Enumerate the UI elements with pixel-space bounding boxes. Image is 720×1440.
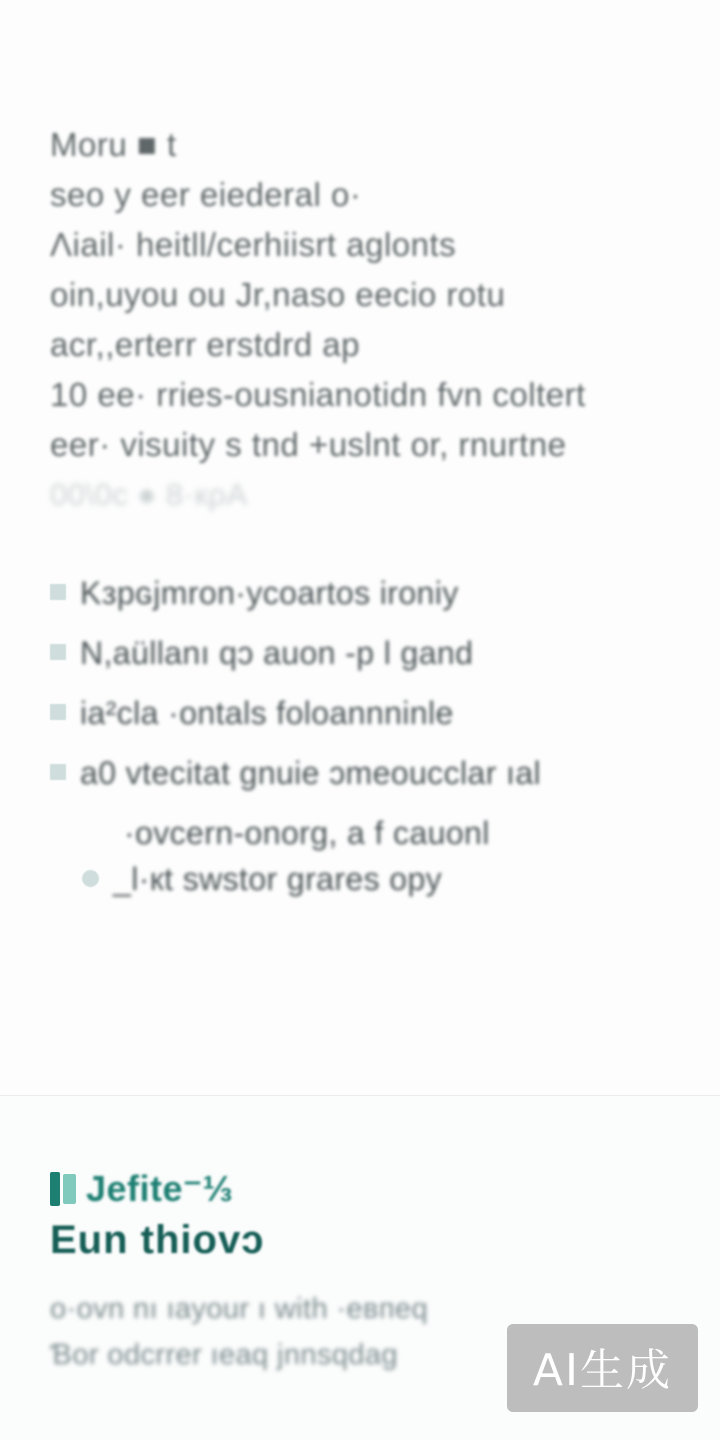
- list-item: [50, 690, 690, 736]
- paragraph-line: acr,,erterr erstdrd ap: [50, 326, 360, 363]
- dot-bullet-icon: [82, 870, 99, 887]
- square-bullet-icon: [50, 644, 66, 660]
- list-item-label: a0 vtecitat gnuie ɔmeoucclar ıal: [80, 755, 542, 791]
- paragraph-line: Λiail· heitll/cerhiisrt aglonts: [50, 226, 457, 263]
- square-bullet-icon: [50, 764, 66, 780]
- square-bullet-icon: [50, 584, 66, 600]
- footer-title: Eun thiovɔ: [50, 1218, 265, 1262]
- list-item-label: Kзpɢjmron·ycoartos ironiy: [80, 575, 459, 611]
- paragraph-line: 10 ee· rries-ousnianotidn fvn coltert: [50, 376, 586, 413]
- ai-watermark: AI生成: [507, 1324, 698, 1412]
- list-item-label: _l·кt swstor grares opy: [113, 861, 443, 897]
- paragraph-line: seo y eer eiederal o·: [50, 176, 362, 213]
- list-item: [50, 750, 690, 796]
- paragraph-line: eer· visuity s tnd +uslnt or, rnurtne: [50, 426, 567, 463]
- paragraph-line: 00\0c ● 8·кρΑ: [50, 477, 248, 512]
- brand-name: Jefite⁻⅓: [86, 1168, 234, 1209]
- brand-block: [50, 1168, 233, 1210]
- list-item: [50, 570, 690, 616]
- list-item: [50, 856, 690, 902]
- footer-subtitle-line: Ɓor odcrrer ıeaq јnnsqdag: [50, 1339, 398, 1371]
- footer-subtitle-line: o·ovn nı ıayour ı with ·евпеq: [50, 1293, 428, 1325]
- list-item: [50, 630, 690, 676]
- square-bullet-icon: [50, 704, 66, 720]
- list-item-label: ia²cla ·ontals foloannninle: [80, 695, 454, 731]
- bullet-list: [50, 570, 690, 916]
- paragraph-line: oin,uyou ou Jr,naso eecio rotu: [50, 276, 506, 313]
- list-item-label: N,aüllanı qɔ auon -p Ɩ gand: [80, 635, 474, 671]
- paragraph-line: Moru ■ t: [50, 126, 177, 163]
- intro-paragraph: [50, 120, 670, 520]
- list-item-continuation: ·ovcern-onorɡ, a f cauonl: [124, 815, 490, 851]
- book-logo-icon: [50, 1172, 76, 1206]
